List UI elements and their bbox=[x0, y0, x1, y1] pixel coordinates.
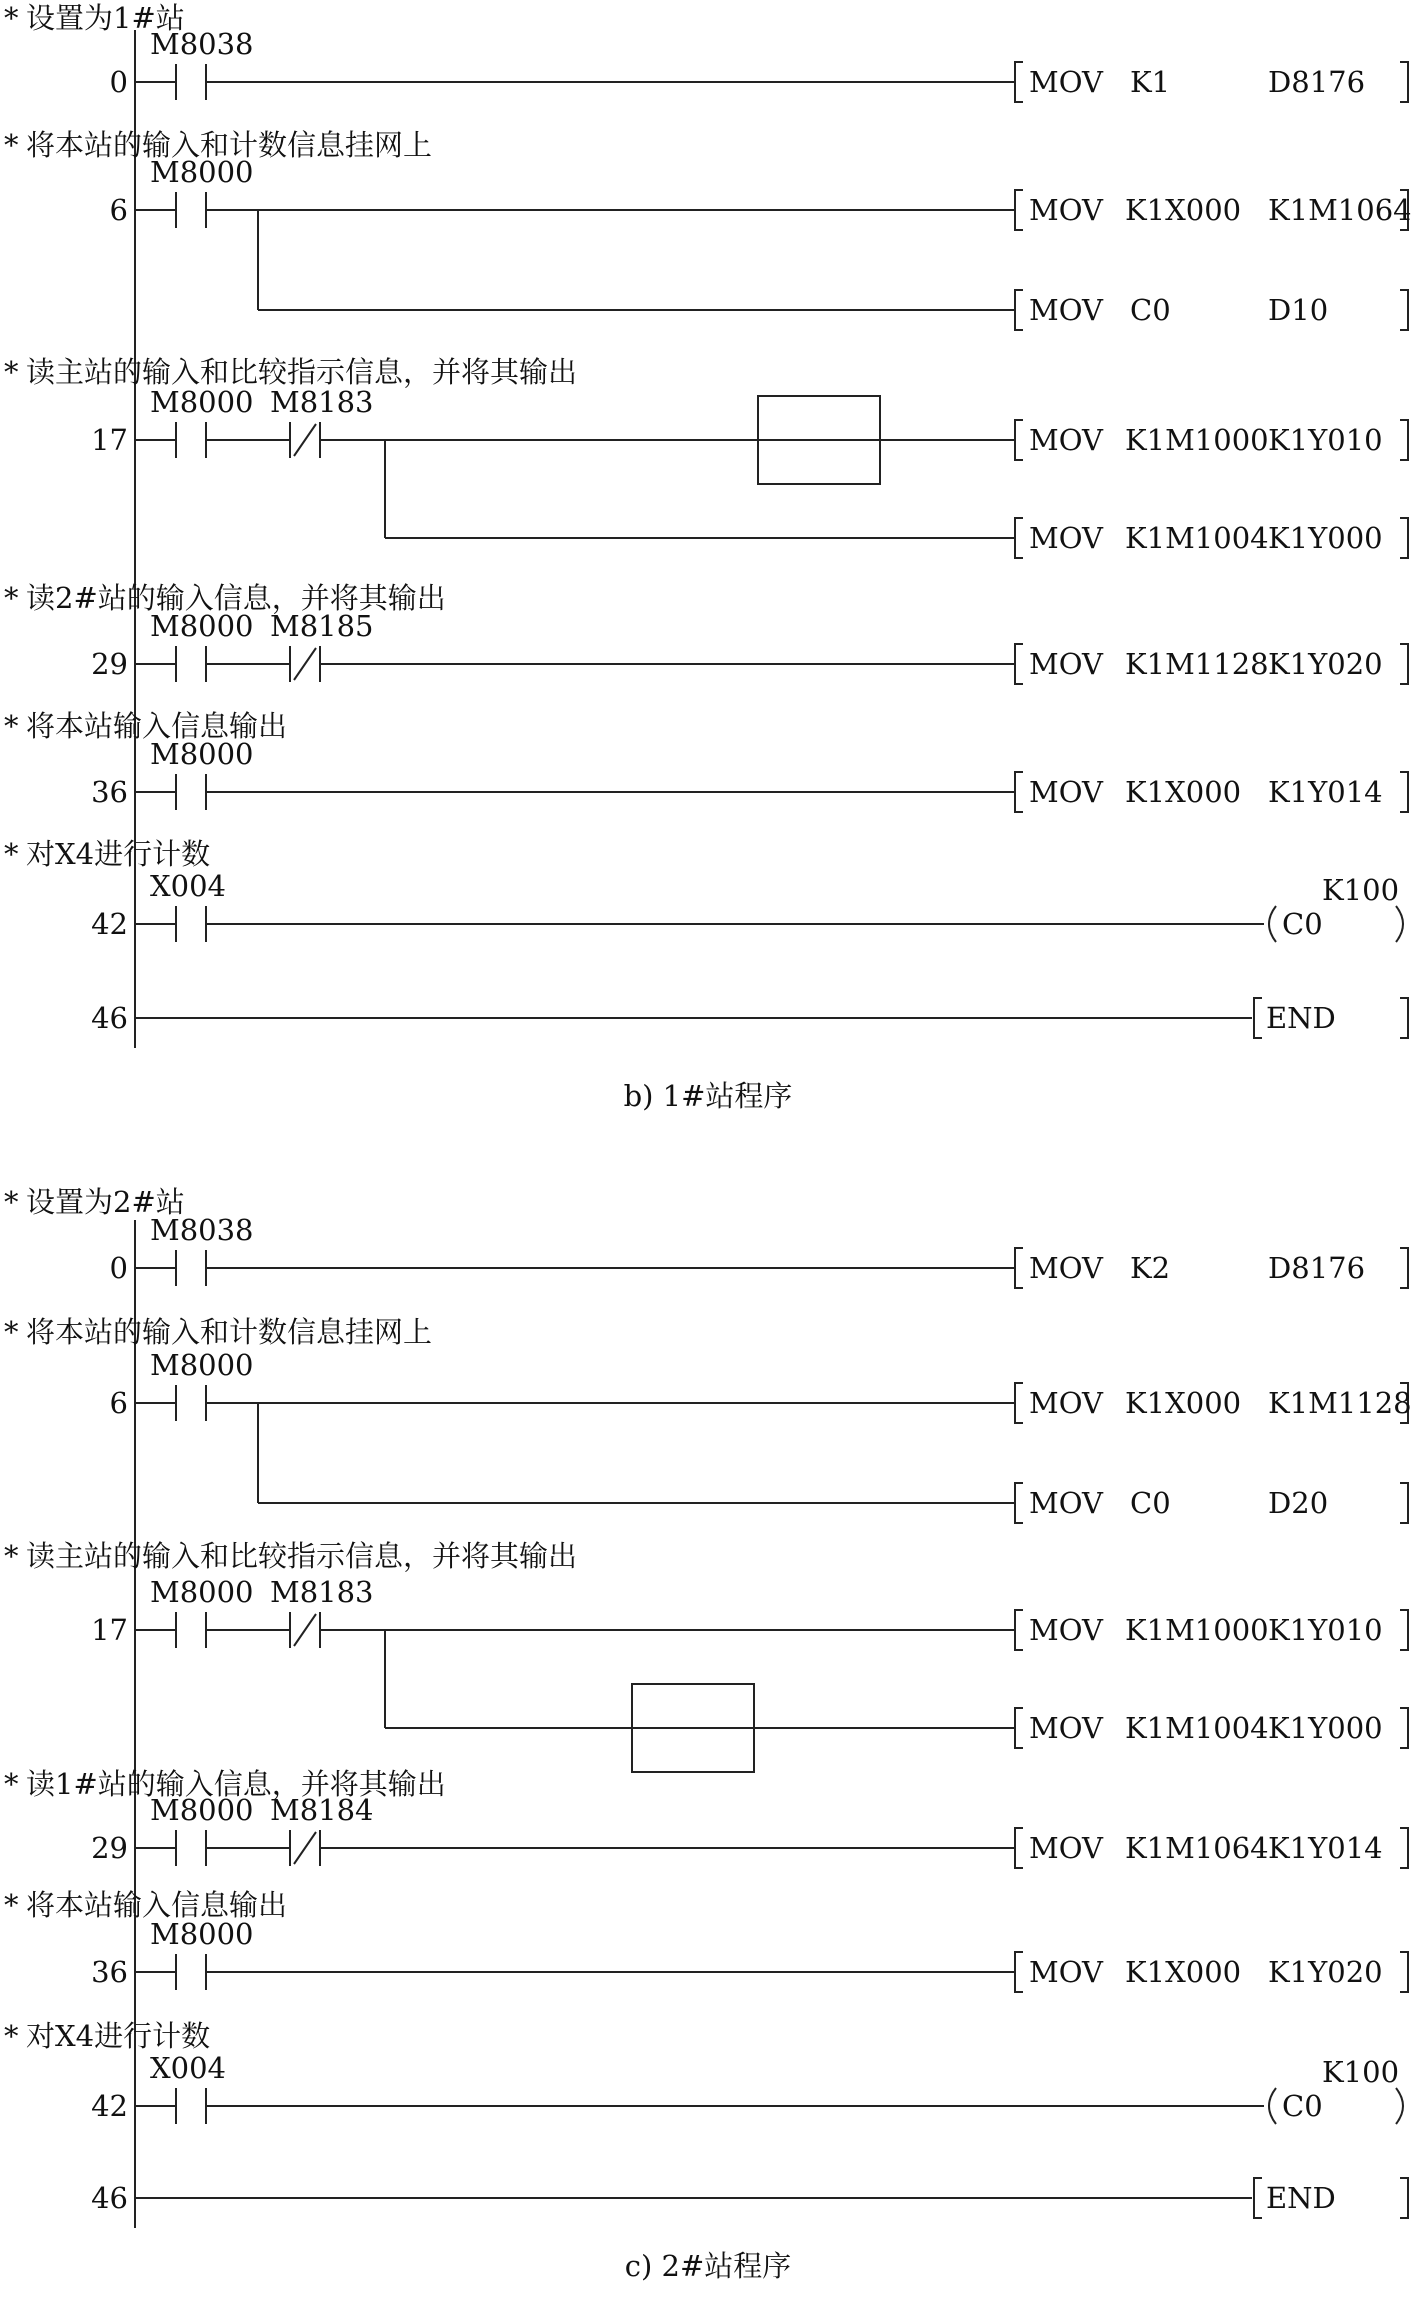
instruction-bracket-left bbox=[1015, 62, 1023, 102]
step-number: 46 bbox=[91, 1001, 128, 1035]
instruction-bracket-right bbox=[1400, 1952, 1408, 1992]
instruction-bracket-left bbox=[1015, 1248, 1023, 1288]
instruction-bracket-right bbox=[1400, 420, 1408, 460]
instruction-bracket-right bbox=[1400, 290, 1408, 330]
contact-device: M8184 bbox=[270, 1793, 374, 1827]
comment-asterisk: * bbox=[4, 128, 19, 162]
instruction-bracket-left bbox=[1015, 420, 1023, 460]
rung-comment: 将本站的输入和计数信息挂网上 bbox=[26, 128, 433, 162]
instruction-source: K1M1000 bbox=[1125, 1613, 1269, 1647]
contact-device: M8183 bbox=[270, 1575, 374, 1609]
program-caption: c) 2#站程序 bbox=[624, 2249, 792, 2283]
coil-right-arc bbox=[1396, 906, 1403, 942]
instruction-bracket-right bbox=[1400, 1248, 1408, 1288]
instruction-op: MOV bbox=[1029, 1486, 1103, 1520]
rung-comment: 设置为2#站 bbox=[26, 1185, 185, 1219]
instruction-destination: K1Y014 bbox=[1268, 1831, 1383, 1865]
contact-device: M8038 bbox=[150, 27, 254, 61]
coil-device: C0 bbox=[1282, 907, 1323, 941]
instruction-op: MOV bbox=[1029, 1955, 1103, 1989]
comment-asterisk: * bbox=[4, 1185, 19, 1219]
rung-comment: 读主站的输入和比较指示信息，并将其输出 bbox=[26, 1539, 578, 1573]
contact-device: M8185 bbox=[270, 609, 374, 643]
comment-asterisk: * bbox=[4, 1539, 19, 1573]
rung bbox=[4, 1888, 1408, 1992]
instruction-source: K1 bbox=[1130, 65, 1171, 99]
contact-device: X004 bbox=[150, 869, 226, 903]
instruction-destination: K1Y020 bbox=[1268, 647, 1383, 681]
step-number: 6 bbox=[109, 193, 128, 227]
instruction-destination: K1Y020 bbox=[1268, 1955, 1383, 1989]
instruction-source: K1X000 bbox=[1125, 1955, 1242, 1989]
instruction-source: K1M1004 bbox=[1125, 1711, 1269, 1745]
instruction-bracket-left bbox=[1015, 290, 1023, 330]
rung-comment: 读2#站的输入信息，并将其输出 bbox=[26, 581, 446, 615]
end-bracket-right bbox=[1400, 2178, 1408, 2218]
instruction-bracket-right bbox=[1400, 1708, 1408, 1748]
rung-comment: 将本站的输入和计数信息挂网上 bbox=[26, 1315, 433, 1349]
instruction-bracket-right bbox=[1400, 644, 1408, 684]
instruction-destination: D8176 bbox=[1268, 65, 1366, 99]
rung bbox=[4, 1315, 1412, 1523]
end-bracket-left bbox=[1254, 2178, 1262, 2218]
instruction-bracket-left bbox=[1015, 190, 1023, 230]
instruction-op: MOV bbox=[1029, 1711, 1103, 1745]
rung bbox=[4, 1185, 1408, 1288]
instruction-op: MOV bbox=[1029, 293, 1103, 327]
instruction-bracket-left bbox=[1015, 1483, 1023, 1523]
coil-right-arc bbox=[1396, 2088, 1403, 2124]
instruction-destination: D8176 bbox=[1268, 1251, 1366, 1285]
step-number: 36 bbox=[91, 1955, 128, 1989]
comment-asterisk: * bbox=[4, 1, 19, 35]
comment-asterisk: * bbox=[4, 1315, 19, 1349]
comment-asterisk: * bbox=[4, 1767, 19, 1801]
rung-comment: 设置为1#站 bbox=[26, 1, 185, 35]
comment-asterisk: * bbox=[4, 1888, 19, 1922]
rung bbox=[4, 2019, 1403, 2124]
rung bbox=[4, 1767, 1408, 1868]
instruction-source: K1M1000 bbox=[1125, 423, 1269, 457]
instruction-bracket-right bbox=[1400, 518, 1408, 558]
rung-comment: 读主站的输入和比较指示信息，并将其输出 bbox=[26, 355, 578, 389]
contact-device: M8000 bbox=[150, 609, 254, 643]
instruction-source: K1M1064 bbox=[1125, 1831, 1269, 1865]
instruction-destination: K1Y000 bbox=[1268, 1711, 1383, 1745]
rung-comment: 对X4进行计数 bbox=[26, 2019, 211, 2053]
rung bbox=[4, 837, 1403, 942]
instruction-op: MOV bbox=[1029, 65, 1103, 99]
instruction-source: K2 bbox=[1130, 1251, 1171, 1285]
contact-device: M8000 bbox=[150, 1917, 254, 1951]
coil-left-arc bbox=[1269, 2088, 1276, 2124]
step-number: 17 bbox=[91, 423, 128, 457]
instruction-destination: D10 bbox=[1268, 293, 1329, 327]
instruction-destination: D20 bbox=[1268, 1486, 1329, 1520]
instruction-op: MOV bbox=[1029, 775, 1103, 809]
rung-comment: 对X4进行计数 bbox=[26, 837, 211, 871]
contact-device: X004 bbox=[150, 2051, 226, 2085]
contact-device: M8000 bbox=[150, 155, 254, 189]
instruction-bracket-right bbox=[1400, 772, 1408, 812]
instruction-source: K1M1004 bbox=[1125, 521, 1269, 555]
comment-asterisk: * bbox=[4, 581, 19, 615]
contact-device: M8038 bbox=[150, 1213, 254, 1247]
end-bracket-right bbox=[1400, 998, 1408, 1038]
instruction-destination: K1Y010 bbox=[1268, 1613, 1383, 1647]
rung-comment: 将本站输入信息输出 bbox=[26, 709, 288, 743]
rung bbox=[91, 998, 1408, 1038]
instruction-destination: K1Y010 bbox=[1268, 423, 1383, 457]
rung bbox=[4, 1, 1408, 102]
coil-parameter: K100 bbox=[1322, 873, 1400, 907]
program-caption: b) 1#站程序 bbox=[623, 1079, 793, 1113]
instruction-op: MOV bbox=[1029, 1386, 1103, 1420]
instruction-source: K1X000 bbox=[1125, 1386, 1242, 1420]
rung-comment: 将本站输入信息输出 bbox=[26, 1888, 288, 1922]
rung bbox=[4, 128, 1412, 330]
instruction-op: MOV bbox=[1029, 1831, 1103, 1865]
step-number: 0 bbox=[109, 65, 128, 99]
program-1 bbox=[4, 1, 1412, 1113]
contact-device: M8000 bbox=[150, 385, 254, 419]
program-2 bbox=[4, 1185, 1412, 2283]
step-number: 46 bbox=[91, 2181, 128, 2215]
contact-device: M8000 bbox=[150, 1348, 254, 1382]
contact-device: M8000 bbox=[150, 737, 254, 771]
instruction-op: MOV bbox=[1029, 521, 1103, 555]
step-number: 36 bbox=[91, 775, 128, 809]
rung bbox=[4, 581, 1408, 684]
step-number: 29 bbox=[91, 1831, 128, 1865]
instruction-bracket-left bbox=[1015, 1952, 1023, 1992]
step-number: 42 bbox=[91, 2089, 128, 2123]
instruction-op: MOV bbox=[1029, 1251, 1103, 1285]
rung bbox=[4, 1539, 1408, 1772]
instruction-bracket-right bbox=[1400, 62, 1408, 102]
end-instruction: END bbox=[1266, 2181, 1336, 2215]
step-number: 42 bbox=[91, 907, 128, 941]
contact-device: M8000 bbox=[150, 1793, 254, 1827]
step-number: 0 bbox=[109, 1251, 128, 1285]
rung bbox=[4, 709, 1408, 812]
coil-device: C0 bbox=[1282, 2089, 1323, 2123]
instruction-bracket-left bbox=[1015, 1383, 1023, 1423]
instruction-bracket-left bbox=[1015, 644, 1023, 684]
rung bbox=[4, 355, 1408, 558]
instruction-source: K1M1128 bbox=[1125, 647, 1269, 681]
contact-slash bbox=[294, 1832, 316, 1864]
instruction-destination: K1M1128 bbox=[1268, 1386, 1412, 1420]
instruction-bracket-right bbox=[1400, 1828, 1408, 1868]
comment-asterisk: * bbox=[4, 837, 19, 871]
instruction-source: C0 bbox=[1130, 1486, 1171, 1520]
instruction-bracket-left bbox=[1015, 1708, 1023, 1748]
instruction-op: MOV bbox=[1029, 647, 1103, 681]
comment-asterisk: * bbox=[4, 709, 19, 743]
instruction-source: K1X000 bbox=[1125, 193, 1242, 227]
step-number: 29 bbox=[91, 647, 128, 681]
step-number: 17 bbox=[91, 1613, 128, 1647]
contact-device: M8000 bbox=[150, 1575, 254, 1609]
instruction-bracket-right bbox=[1400, 1483, 1408, 1523]
step-number: 6 bbox=[109, 1386, 128, 1420]
instruction-bracket-left bbox=[1015, 1610, 1023, 1650]
end-instruction: END bbox=[1266, 1001, 1336, 1035]
instruction-bracket-left bbox=[1015, 772, 1023, 812]
instruction-bracket-left bbox=[1015, 1828, 1023, 1868]
contact-slash bbox=[294, 424, 316, 456]
end-bracket-left bbox=[1254, 998, 1262, 1038]
instruction-op: MOV bbox=[1029, 423, 1103, 457]
rung bbox=[91, 2178, 1408, 2218]
instruction-destination: K1Y014 bbox=[1268, 775, 1383, 809]
contact-device: M8183 bbox=[270, 385, 374, 419]
instruction-destination: K1M1064 bbox=[1268, 193, 1412, 227]
contact-slash bbox=[294, 648, 316, 680]
instruction-op: MOV bbox=[1029, 1613, 1103, 1647]
coil-left-arc bbox=[1269, 906, 1276, 942]
contact-slash bbox=[294, 1614, 316, 1646]
instruction-source: K1X000 bbox=[1125, 775, 1242, 809]
comment-asterisk: * bbox=[4, 2019, 19, 2053]
instruction-bracket-left bbox=[1015, 518, 1023, 558]
instruction-bracket-right bbox=[1400, 1610, 1408, 1650]
comment-asterisk: * bbox=[4, 355, 19, 389]
instruction-op: MOV bbox=[1029, 193, 1103, 227]
instruction-source: C0 bbox=[1130, 293, 1171, 327]
coil-parameter: K100 bbox=[1322, 2055, 1400, 2089]
rung-comment: 读1#站的输入信息，并将其输出 bbox=[26, 1767, 446, 1801]
instruction-destination: K1Y000 bbox=[1268, 521, 1383, 555]
